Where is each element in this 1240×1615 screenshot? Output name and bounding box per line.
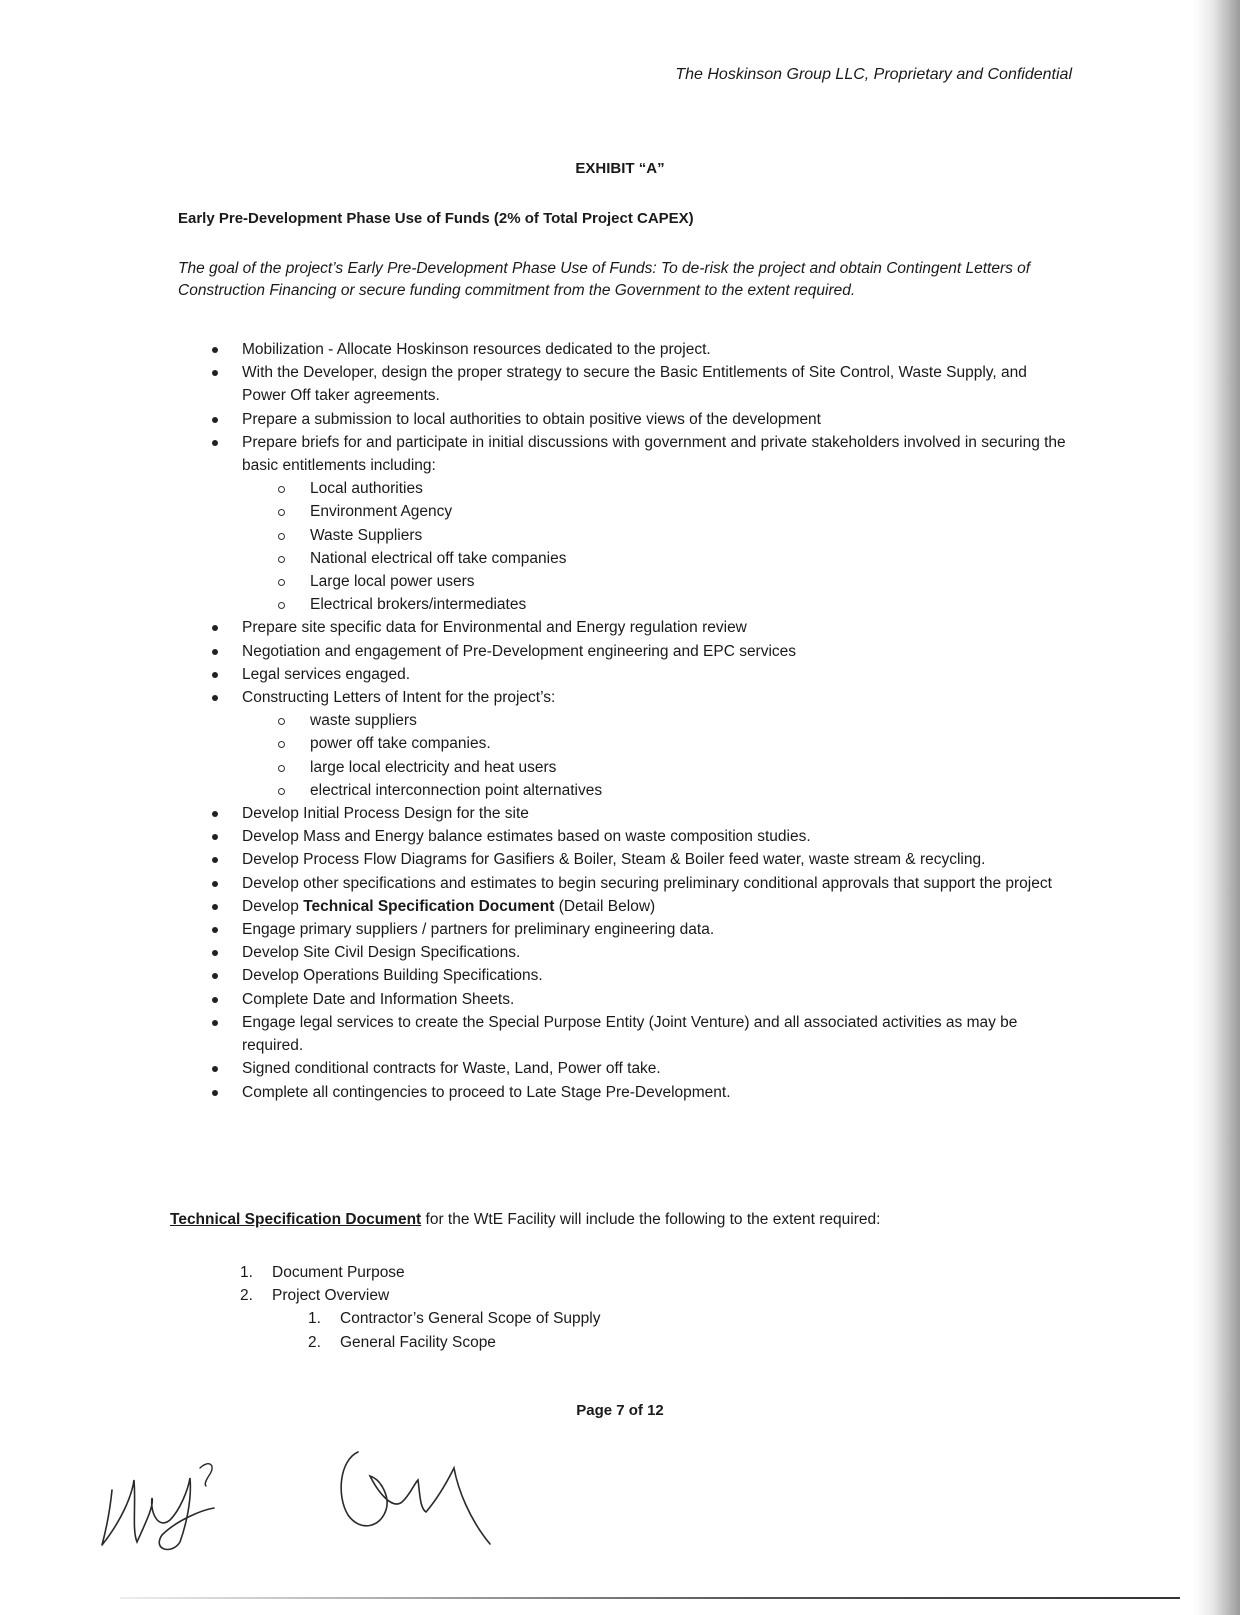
sublist-item: waste suppliers (276, 709, 1068, 732)
sublist-item: electrical interconnection point alternatives (276, 779, 1068, 802)
list-item: Prepare briefs for and participate in initial discussions with government and private stakeholders involved in securing the basic entitlements including: Local authorities Environment Agency Waste Suppliers National electrical off take companies Large local power users Electrical brokers/intermediates (208, 431, 1068, 617)
sublist-item: National electrical off take companies (276, 547, 1068, 570)
list-item: Develop Site Civil Design Specifications. (208, 941, 1068, 964)
loi-sublist (242, 709, 1068, 802)
sublist-item: power off take companies. (276, 732, 1068, 755)
section-title: Early Pre-Development Phase Use of Funds (2% of Total Project CAPEX) (178, 210, 694, 227)
list-item: Legal services engaged. (208, 663, 1068, 686)
sublist-item: Large local power users (276, 570, 1068, 593)
activities-list (208, 338, 1068, 1104)
outline-subitem: 1. Contractor’s General Scope of Supply (308, 1310, 601, 1328)
scan-bottom-edge (120, 1597, 1180, 1599)
list-item: Develop Process Flow Diagrams for Gasifiers & Boiler, Steam & Boiler feed water, waste stream & recycling. (208, 848, 1068, 871)
list-item: Develop Mass and Energy balance estimates based on waste composition studies. (208, 825, 1068, 848)
list-item: Engage legal services to create the Special Purpose Entity (Joint Venture) and all associated activities as may be required. (208, 1011, 1068, 1057)
list-item: Prepare a submission to local authorities to obtain positive views of the development (208, 408, 1068, 431)
list-item: Engage primary suppliers / partners for preliminary engineering data. (208, 918, 1068, 941)
list-item: Develop Operations Building Specifications. (208, 964, 1068, 987)
list-item: Negotiation and engagement of Pre-Development engineering and EPC services (208, 640, 1068, 663)
goal-statement: The goal of the project’s Early Pre-Development Phase Use of Funds: To de-risk the project and obtain Contingent Letters of Construction Financing or secure funding commitment from the Government to the extent required. (178, 260, 1031, 299)
exhibit-title: EXHIBIT “A” (575, 160, 665, 177)
sublist-item: Electrical brokers/intermediates (276, 593, 1068, 616)
stakeholder-sublist (242, 477, 1068, 616)
tsd-outline (240, 1261, 601, 1354)
scan-edge-shadow (1194, 0, 1240, 1615)
tsd-intro: Technical Specification Document for the WtE Facility will include the following to the extent required: (170, 1211, 881, 1228)
list-item: Develop other specifications and estimates to begin securing preliminary conditional approvals that support the project (208, 872, 1068, 895)
list-item: Complete Date and Information Sheets. (208, 988, 1068, 1011)
list-item: Prepare site specific data for Environmental and Energy regulation review (208, 616, 1068, 639)
list-item: Constructing Letters of Intent for the project’s: waste suppliers power off take companies. large local electricity and heat users electrical interconnection point alternatives (208, 686, 1068, 802)
tsd-heading: Technical Specification Document (170, 1211, 422, 1228)
list-item: Develop Technical Specification Document (Detail Below) (208, 895, 1068, 918)
initials-signature-right (330, 1440, 510, 1570)
page-number: Page 7 of 12 (576, 1402, 664, 1419)
outline-item: 1. Document Purpose (240, 1264, 405, 1281)
list-item: With the Developer, design the proper strategy to secure the Basic Entitlements of Site Control, Waste Supply, and Power Off taker agreements. (208, 361, 1068, 407)
tsd-sub-outline (272, 1307, 601, 1353)
list-item: Mobilization - Allocate Hoskinson resources dedicated to the project. (208, 338, 1068, 361)
initials-signature-left (92, 1450, 242, 1560)
tsd-bold-term: Technical Specification Document (303, 897, 555, 915)
sublist-item: Waste Suppliers (276, 524, 1068, 547)
list-item: Signed conditional contracts for Waste, Land, Power off take. (208, 1057, 1068, 1080)
sublist-item: large local electricity and heat users (276, 756, 1068, 779)
list-item: Complete all contingencies to proceed to Late Stage Pre-Development. (208, 1081, 1068, 1104)
outline-item: 2. Project Overview 1. Contractor’s General Scope of Supply 2. General Facility Scope (240, 1284, 601, 1354)
list-item: Develop Initial Process Design for the site (208, 802, 1068, 825)
sublist-item: Environment Agency (276, 500, 1068, 523)
outline-subitem: 2. General Facility Scope (308, 1333, 496, 1351)
confidentiality-header: The Hoskinson Group LLC, Proprietary and Confidential (675, 66, 1072, 83)
sublist-item: Local authorities (276, 477, 1068, 500)
